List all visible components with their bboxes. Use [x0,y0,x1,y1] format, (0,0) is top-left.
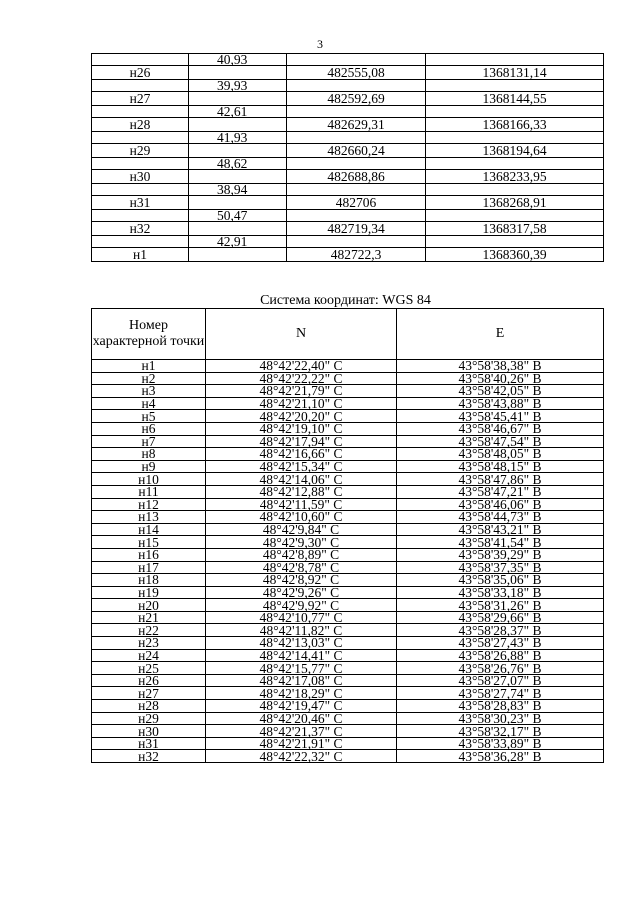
point-cell: н23 [92,637,206,650]
e-cell: 43°58'35,06" В [397,574,604,587]
table-row [92,184,604,196]
point-cell: н31 [92,737,206,750]
distance-cell: 41,93 [189,132,287,144]
table-row [92,54,604,66]
n-cell: 48°42'21,10" С [206,397,397,410]
header-e: E [397,309,604,360]
distance-cell: 39,93 [189,80,287,92]
point-cell: н14 [92,523,206,536]
point-cell: н11 [92,485,206,498]
point-cell: н27 [92,687,206,700]
n-cell: 48°42'20,46" С [206,712,397,725]
y-cell: 1368268,91 [426,196,604,210]
x-cell [287,184,426,196]
e-cell: 43°58'31,26" В [397,599,604,612]
table-row [92,210,604,222]
y-cell: 1368194,64 [426,144,604,158]
x-cell: 482629,31 [287,118,426,132]
distance-cell: 38,94 [189,184,287,196]
e-cell: 43°58'42,05" В [397,385,604,398]
distance-cell [189,248,287,262]
table-row [92,144,604,158]
point-cell: н26 [92,674,206,687]
point-cell: н12 [92,498,206,511]
distance-cell: 42,91 [189,236,287,248]
n-cell: 48°42'20,20" С [206,410,397,423]
point-cell: н9 [92,460,206,473]
n-cell: 48°42'15,77" С [206,662,397,675]
n-cell: 48°42'22,40" С [206,360,397,373]
n-cell: 48°42'14,41" С [206,649,397,662]
x-cell [287,54,426,66]
point-cell: н26 [92,66,189,80]
table-row [92,649,604,662]
e-cell: 43°58'40,26" В [397,372,604,385]
point-cell: н18 [92,574,206,587]
point-cell: н25 [92,662,206,675]
x-cell [287,106,426,118]
point-cell [92,106,189,118]
e-cell: 43°58'37,35" В [397,561,604,574]
n-cell: 48°42'19,47" С [206,700,397,713]
distance-cell: 42,61 [189,106,287,118]
point-cell [92,184,189,196]
table-row [92,460,604,473]
y-cell [426,54,604,66]
point-cell: н22 [92,624,206,637]
point-cell: н16 [92,548,206,561]
n-cell: 48°42'16,66" С [206,448,397,461]
point-cell: н32 [92,222,189,236]
point-cell: н19 [92,586,206,599]
n-cell: 48°42'21,79" С [206,385,397,398]
point-cell: н21 [92,611,206,624]
n-cell: 48°42'19,10" С [206,422,397,435]
point-cell: н4 [92,397,206,410]
e-cell: 43°58'47,21" В [397,485,604,498]
e-cell: 43°58'28,37" В [397,624,604,637]
distance-cell: 40,93 [189,54,287,66]
e-cell: 43°58'27,07" В [397,674,604,687]
e-cell: 43°58'38,38" В [397,360,604,373]
point-cell: н24 [92,649,206,662]
n-cell: 48°42'9,84" С [206,523,397,536]
table-row [92,236,604,248]
point-cell: н3 [92,385,206,398]
point-cell: н32 [92,750,206,763]
table-row [92,92,604,106]
table-row [92,118,604,132]
n-cell: 48°42'9,92" С [206,599,397,612]
table-row [92,196,604,210]
e-cell: 43°58'27,43" В [397,637,604,650]
point-cell: н5 [92,410,206,423]
table-row [92,586,604,599]
e-cell: 43°58'28,83" В [397,700,604,713]
x-cell: 482592,69 [287,92,426,106]
e-cell: 43°58'47,54" В [397,435,604,448]
n-cell: 48°42'18,29" С [206,687,397,700]
n-cell: 48°42'13,03" С [206,637,397,650]
point-cell: н29 [92,712,206,725]
e-cell: 43°58'45,41" В [397,410,604,423]
n-cell: 48°42'9,26" С [206,586,397,599]
point-cell: н27 [92,92,189,106]
e-cell: 43°58'29,66" В [397,611,604,624]
n-cell: 48°42'8,92" С [206,574,397,587]
x-cell: 482555,08 [287,66,426,80]
e-cell: 43°58'39,29" В [397,548,604,561]
point-cell: н8 [92,448,206,461]
x-cell [287,132,426,144]
x-cell: 482706 [287,196,426,210]
e-cell: 43°58'36,28" В [397,750,604,763]
header-point-number: Номер характерной точки [92,309,206,360]
y-cell [426,80,604,92]
y-cell: 1368233,95 [426,170,604,184]
e-cell: 43°58'33,89" В [397,737,604,750]
n-cell: 48°42'12,88" С [206,485,397,498]
y-cell [426,132,604,144]
n-cell: 48°42'22,22" С [206,372,397,385]
point-cell: н28 [92,700,206,713]
n-cell: 48°42'21,37" С [206,725,397,738]
table-row [92,158,604,170]
page-number: 3 [317,37,323,51]
x-cell: 482722,3 [287,248,426,262]
point-cell [92,54,189,66]
header-n: N [206,309,397,360]
e-cell: 43°58'48,15" В [397,460,604,473]
point-cell: н20 [92,599,206,612]
point-cell: н17 [92,561,206,574]
point-cell: н31 [92,196,189,210]
x-cell [287,158,426,170]
point-cell [92,236,189,248]
table-row [92,222,604,236]
n-cell: 48°42'21,91" С [206,737,397,750]
e-cell: 43°58'26,76" В [397,662,604,675]
y-cell: 1368360,39 [426,248,604,262]
y-cell [426,106,604,118]
y-cell: 1368317,58 [426,222,604,236]
n-cell: 48°42'22,32" С [206,750,397,763]
table-row [92,170,604,184]
e-cell: 43°58'46,67" В [397,422,604,435]
table-row [92,248,604,262]
n-cell: 48°42'10,77" С [206,611,397,624]
point-cell: н1 [92,248,189,262]
point-cell: н10 [92,473,206,486]
y-cell [426,184,604,196]
x-cell [287,80,426,92]
point-cell: н13 [92,511,206,524]
point-cell: н15 [92,536,206,549]
y-cell: 1368144,55 [426,92,604,106]
distance-cell: 48,62 [189,158,287,170]
table-row [92,397,604,410]
table-row [92,80,604,92]
y-cell [426,210,604,222]
point-cell [92,132,189,144]
x-cell: 482719,34 [287,222,426,236]
y-cell: 1368166,33 [426,118,604,132]
y-cell: 1368131,14 [426,66,604,80]
coordinate-system-caption: Система координат: WGS 84 [260,293,431,308]
e-cell: 43°58'33,18" В [397,586,604,599]
table-row [92,106,604,118]
e-cell: 43°58'47,86" В [397,473,604,486]
x-cell: 482688,86 [287,170,426,184]
e-cell: 43°58'43,21" В [397,523,604,536]
point-cell: н30 [92,170,189,184]
e-cell: 43°58'46,06" В [397,498,604,511]
y-cell [426,158,604,170]
x-cell [287,210,426,222]
e-cell: 43°58'41,54" В [397,536,604,549]
e-cell: 43°58'48,05" В [397,448,604,461]
e-cell: 43°58'30,23" В [397,712,604,725]
n-cell: 48°42'9,30" С [206,536,397,549]
n-cell: 48°42'11,82" С [206,624,397,637]
e-cell: 43°58'26,88" В [397,649,604,662]
point-cell [92,158,189,170]
n-cell: 48°42'11,59" С [206,498,397,511]
point-cell: н29 [92,144,189,158]
point-cell: н30 [92,725,206,738]
n-cell: 48°42'15,34" С [206,460,397,473]
n-cell: 48°42'8,78" С [206,561,397,574]
e-cell: 43°58'44,73" В [397,511,604,524]
point-cell: н28 [92,118,189,132]
e-cell: 43°58'32,17" В [397,725,604,738]
point-cell [92,80,189,92]
x-cell: 482660,24 [287,144,426,158]
distance-cell: 50,47 [189,210,287,222]
point-cell: н7 [92,435,206,448]
coordinates-distance-table [91,53,604,262]
n-cell: 48°42'8,89" С [206,548,397,561]
n-cell: 48°42'10,60" С [206,511,397,524]
n-cell: 48°42'14,06" С [206,473,397,486]
x-cell [287,236,426,248]
table-row [92,712,604,725]
e-cell: 43°58'27,74" В [397,687,604,700]
point-cell: н6 [92,422,206,435]
n-cell: 48°42'17,08" С [206,674,397,687]
e-cell: 43°58'43,88" В [397,397,604,410]
point-cell: н2 [92,372,206,385]
table-header-row [92,309,604,360]
y-cell [426,236,604,248]
n-cell: 48°42'17,94" С [206,435,397,448]
table-row [92,66,604,80]
point-cell [92,210,189,222]
wgs84-coordinates-table [91,308,604,763]
point-cell: н1 [92,360,206,373]
table-row [92,750,604,763]
table-row [92,523,604,536]
table-row [92,132,604,144]
